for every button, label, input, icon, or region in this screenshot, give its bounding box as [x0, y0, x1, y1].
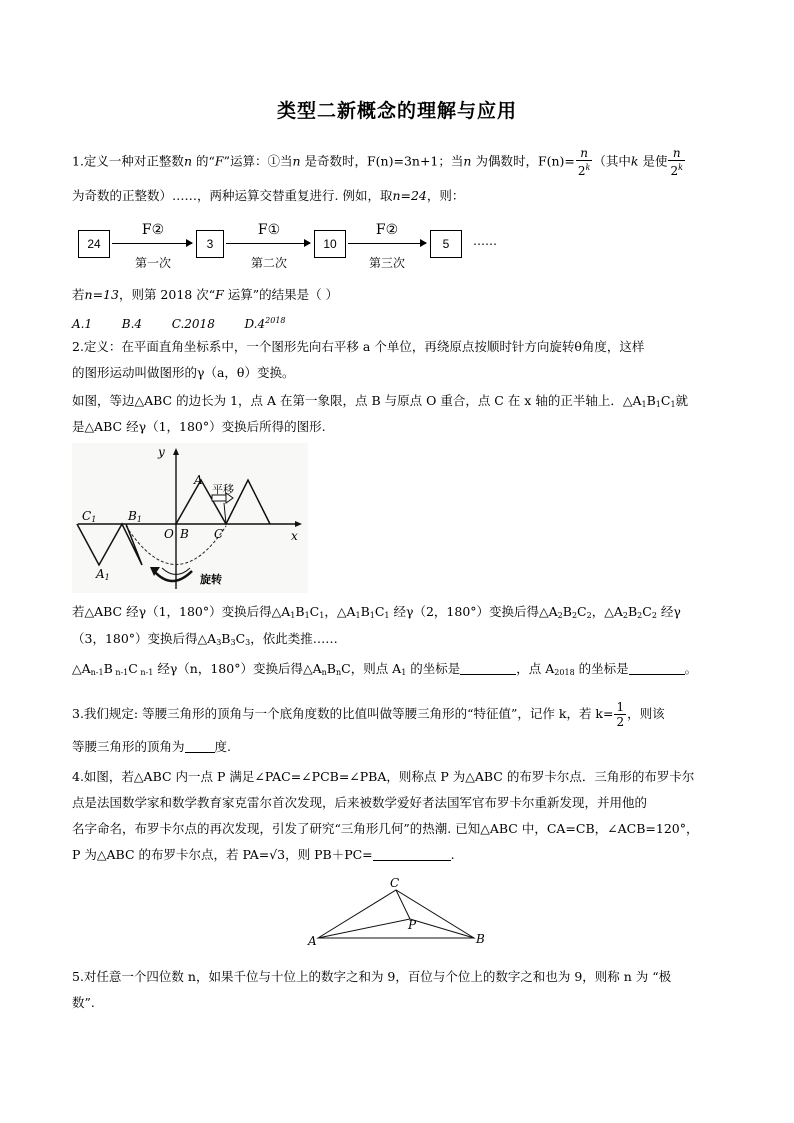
q2-line3: 如图，等边△ABC 的边长为 1，点 A 在第一象限，点 B 与原点 O 重合，点 C 在 x 轴的正半轴上．$\triangle A_1B_1C_1$就: [72, 393, 689, 409]
q2-line4: 是△ABC 经γ（1，180°）变换后所得的图形.: [72, 419, 326, 434]
flow-op-3: F②: [375, 222, 399, 238]
answer-blank-pb-pc[interactable]: [373, 860, 451, 861]
flow-ellipsis: ……: [473, 234, 497, 248]
flow-box-1: 24: [78, 230, 110, 258]
fig-label-b1: $B_1$: [128, 509, 142, 524]
option-b: B.4: [121, 317, 143, 331]
q4-line1: 4.如图，若△ABC 内一点 P 满足∠PAC=∠PCB=∠PBA，则称点 P 为△ABC 的布罗卡尔点．三角形的布罗卡尔: [72, 769, 695, 784]
tri-label-a: A: [308, 934, 317, 948]
fig-label-o: O: [164, 527, 174, 541]
q1-options: [72, 312, 286, 333]
q1-line2: 为奇数的正整数）……，两种运算交替重复进行. 例如，取n=24，则：: [72, 188, 465, 203]
flow-box-2: 3: [196, 230, 224, 258]
fraction-one-half: $\frac{1}{2}$: [616, 700, 625, 729]
answer-blank-a1[interactable]: [460, 674, 516, 675]
q4-line2: 点是法国数学家和数学教育家克雷尔首次发现，后来被数学爱好者法国军官布罗卡尔重新发现，并用他的: [72, 795, 648, 810]
answer-blank-a2018[interactable]: [629, 674, 685, 675]
fraction-n-over-2k: $\frac{n}{2^k}$: [577, 146, 591, 178]
fig-label-rotate: 旋转: [200, 573, 222, 586]
page-title: 类型二新概念的理解与应用: [276, 100, 517, 122]
flow-step-3: 第三次: [368, 256, 405, 270]
q2-line1: 2.定义：在平面直角坐标系中，一个图形先向右平移 a 个单位，再绕原点按顺时针方向旋转θ角度，这样: [72, 339, 645, 354]
answer-blank-apex-angle[interactable]: [185, 752, 215, 753]
q5-line1: 5.对任意一个四位数 n，如果千位与十位上的数字之和为 9，百位与个位上的数字之和也为 9，则称 n 为 “极: [72, 969, 672, 984]
q3-line2: 等腰三角形的顶角为 度.: [72, 739, 231, 754]
flow-op-1: F②: [141, 222, 165, 238]
fig-label-y: y: [158, 445, 165, 459]
option-a: A.1: [72, 317, 93, 331]
q4-line3: 名字命名，布罗卡尔点的再次发现，引发了研究“三角形几何”的热潮. 已知△ABC 中，CA=CB，∠ACB=120°，: [72, 821, 699, 836]
brocard-triangle-figure: [306, 876, 492, 950]
q1-line1: 1.定义一种对正整数n 的“F”运算：①当n 是奇数时，F(n)=3n+1；当n 为偶数时，F(n)= $\frac{n}{2^k}$ （其中k 是使 $\frac{n}{2^k}$: [72, 146, 683, 178]
fig-label-c: C: [214, 527, 224, 541]
q2-line6: （3，180°）变换后得$\triangle A_3B_3C_3$，依此类推……: [72, 631, 338, 647]
q5-line2: 数”.: [72, 995, 95, 1010]
flow-step-1: 第一次: [134, 256, 171, 270]
fig-label-b: B: [180, 527, 189, 541]
fig-label-a1: $A_1$: [96, 567, 110, 582]
flow-arrow-2: [226, 243, 310, 244]
q2-line5: 若△ABC 经γ（1，180°）变换后得$\triangle A_1B_1C_1$，$\triangle A_1B_1C_1$ 经γ（2，180°）变换后得$\triangle A_2B_2C_2$，$\triangle A_2B_2C_2$ 经γ: [72, 604, 681, 620]
flow-op-2: F①: [257, 222, 281, 238]
transformation-figure: [72, 443, 308, 593]
flow-box-3: 10: [314, 230, 346, 258]
option-d: $D.4^{2018}$: [244, 316, 286, 331]
fraction-n-over-2k-2: $\frac{n}{2^k}$: [670, 146, 683, 178]
flow-box-4: 5: [430, 230, 462, 258]
flow-arrow-3: [348, 243, 426, 244]
flow-step-2: 第二次: [250, 256, 287, 270]
q2-line7: $\triangle A_{n-1}B$ $_{n-1}$C $_{n-1}$ 经γ（n，180°）变换后得$\triangle A_nB_nC$，则点 $A_1$ 的坐标是 ，点 $A_{2018}$ 的坐标是 。: [72, 661, 698, 677]
option-c: C.2018: [171, 317, 215, 331]
tri-label-c: C: [390, 876, 400, 890]
fig-label-translate: 平移: [212, 483, 234, 496]
fig-label-a: A: [194, 473, 203, 487]
fig-label-x: x: [291, 529, 298, 543]
q2-line2: 的图形运动叫做图形的γ（a，θ）变换。: [72, 365, 295, 380]
q1-question: 若n=13，则第 2018 次“F 运算”的结果是（ ）: [72, 287, 339, 302]
tri-label-b: B: [476, 932, 485, 946]
tri-label-p: P: [408, 918, 417, 932]
q3-line1: 3.我们规定: 等腰三角形的顶角与一个底角度数的比值叫做等腰三角形的“特征值”，记作 k，若 k= $\frac{1}{2}$ ，则该: [72, 700, 665, 729]
q4-line4: P 为△ABC 的布罗卡尔点，若 PA=√3，则 PB＋PC= .: [72, 847, 455, 862]
fig-label-c1: $C_1$: [82, 509, 97, 524]
flow-arrow-1: [112, 243, 192, 244]
